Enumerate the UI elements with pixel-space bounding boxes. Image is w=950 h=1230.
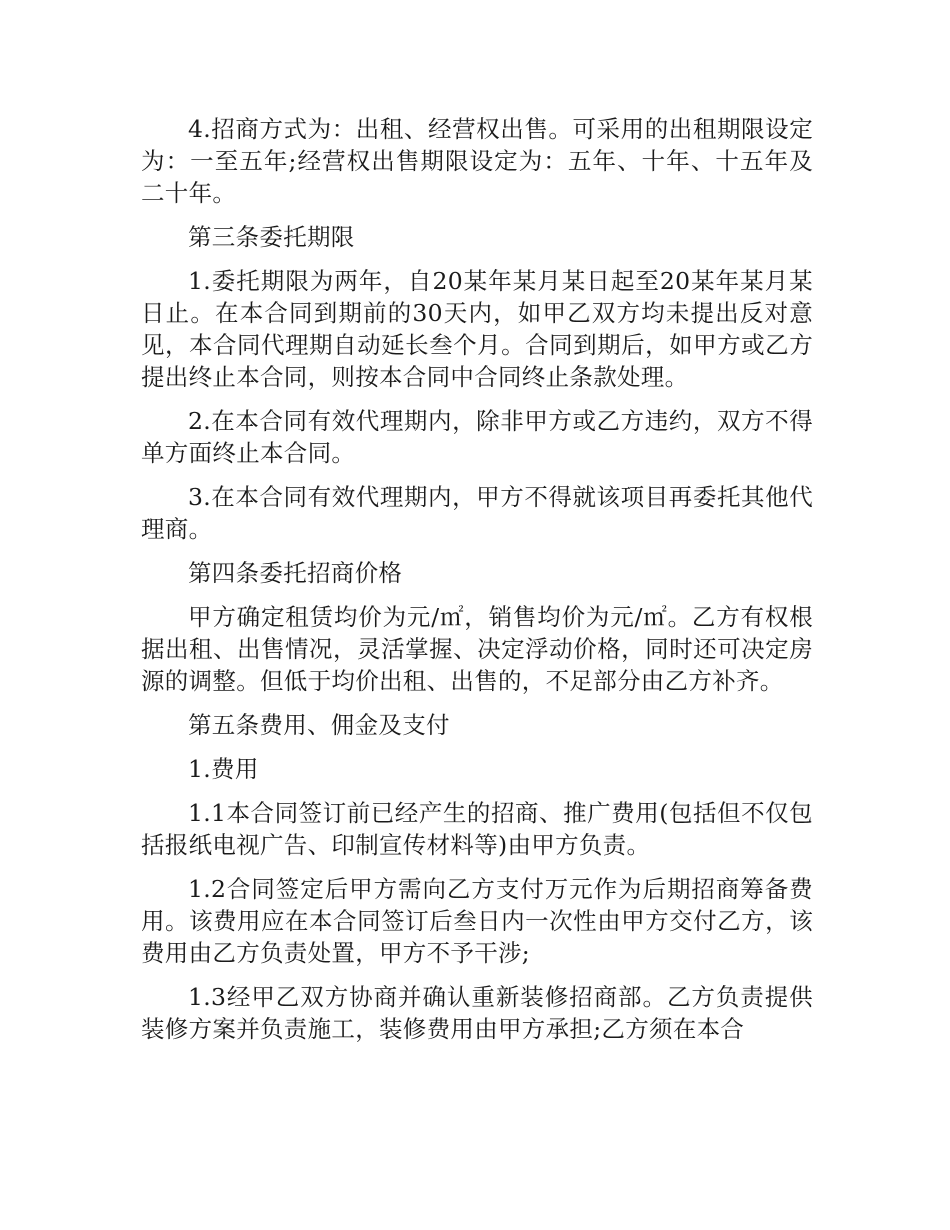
subsection-heading: 1.费用: [188, 755, 259, 783]
clause-paragraph: 1.1本合同签订前已经产生的招商、推广费用(包括但不仅包括报纸电视广告、印制宣传材料等)由甲方负责。: [141, 799, 813, 859]
clause-paragraph: 甲方确定租赁均价为元/㎡，销售均价为元/㎡。乙方有权根据出租、出售情况，灵活掌握、决定浮动价格，同时还可决定房源的调整。但低于均价出租、出售的，不足部分由乙方补齐。: [141, 603, 813, 695]
clause-paragraph: 2.在本合同有效代理期内，除非甲方或乙方违约，双方不得单方面终止本合同。: [141, 407, 813, 467]
document-body: [141, 113, 813, 1057]
clause-paragraph: 1.3经甲乙双方协商并确认重新装修招商部。乙方负责提供装修方案并负责施工，装修费用由甲方承担;乙方须在本合: [141, 983, 813, 1043]
section-heading: 第五条费用、佣金及支付: [188, 711, 450, 739]
clause-paragraph: 4.招商方式为：出租、经营权出售。可采用的出租期限设定为：一至五年;经营权出售期限设定为：五年、十年、十五年及二十年。: [141, 115, 813, 207]
clause-paragraph: 3.在本合同有效代理期内，甲方不得就该项目再委托其他代理商。: [141, 483, 813, 543]
clause-paragraph: 1.2合同签定后甲方需向乙方支付万元作为后期招商筹备费用。该费用应在本合同签订后叁日内一次性由甲方交付乙方，该费用由乙方负责处置，甲方不予干涉;: [141, 875, 813, 967]
section-heading: 第四条委托招商价格: [188, 559, 403, 587]
section-heading: 第三条委托期限: [188, 223, 355, 251]
clause-paragraph: 1.委托期限为两年，自20某年某月某日起至20某年某月某日止。在本合同到期前的30天内，如甲乙双方均未提出反对意见，本合同代理期自动延长叁个月。合同到期后，如甲方或乙方提出终止本合同，则按本合同中合同终止条款处理。: [141, 267, 813, 391]
